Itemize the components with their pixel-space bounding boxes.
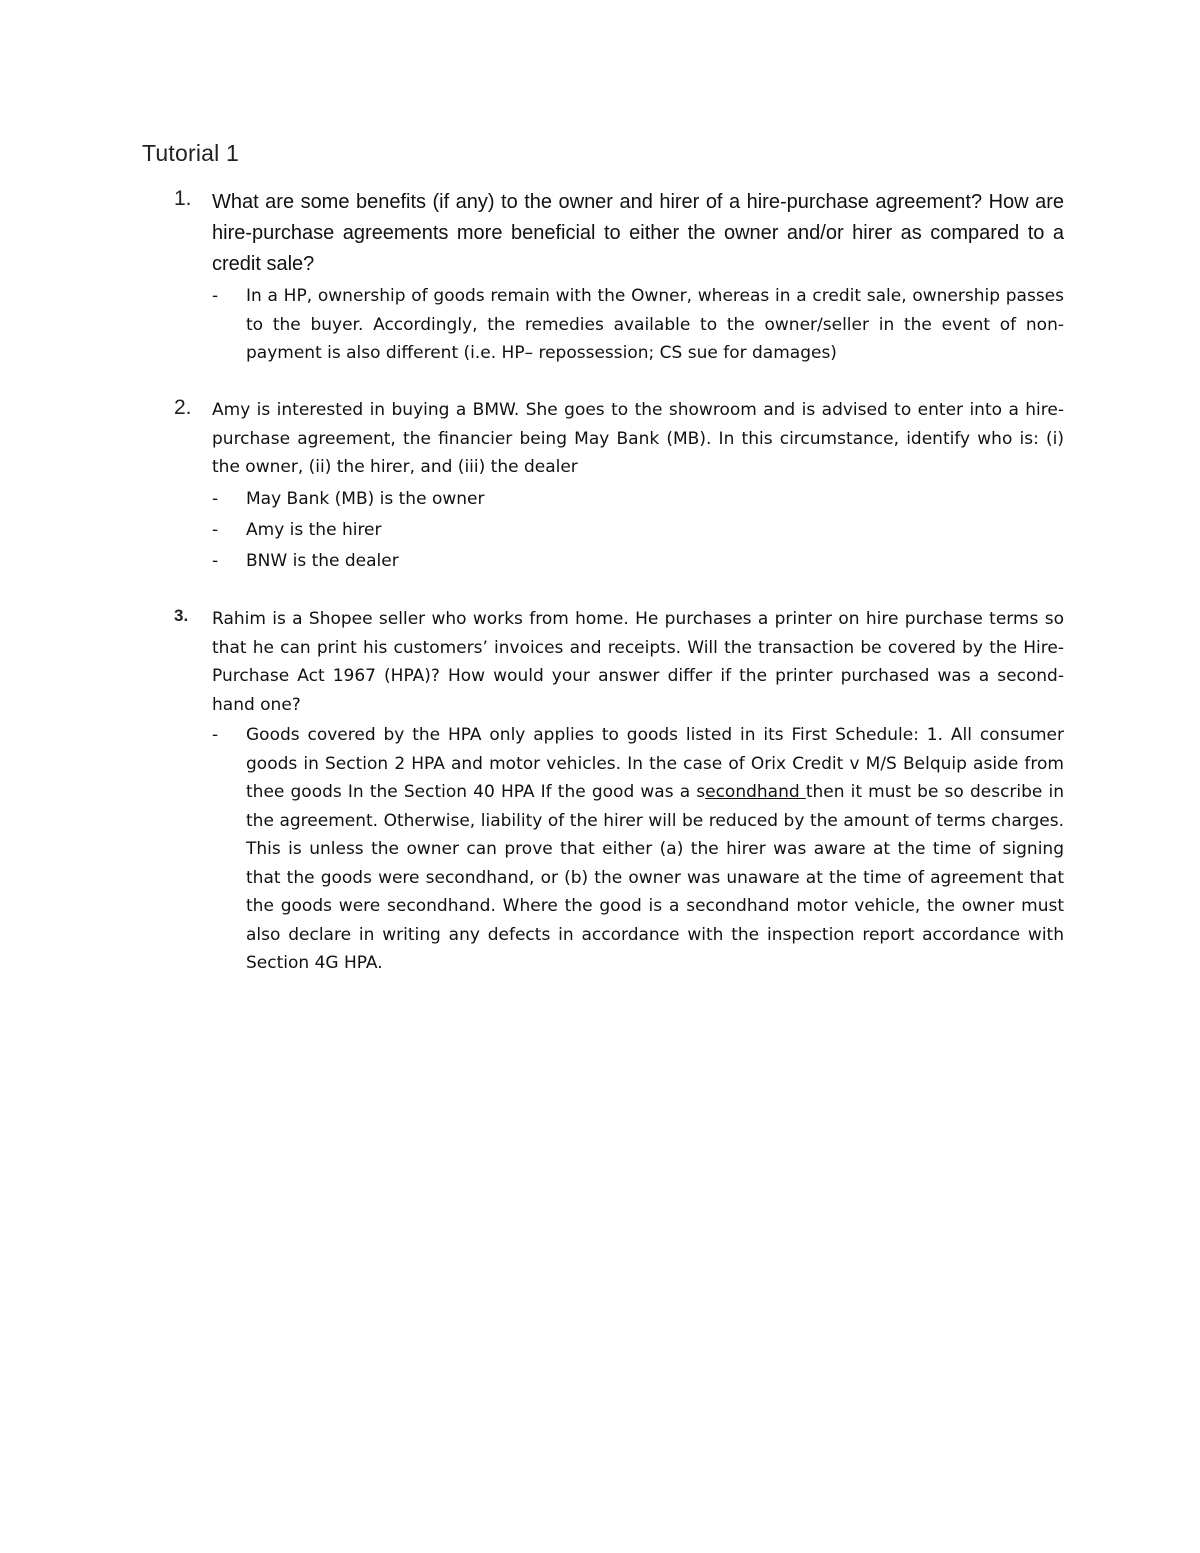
answer-text: Amy is the hirer [246,519,382,540]
question-1 [174,187,1064,368]
answer-item [212,721,1065,978]
answer-item [212,546,1064,577]
answer-item [212,484,1064,515]
question-number: 3. [174,606,189,625]
answer-item [212,282,1064,368]
answer-list [174,282,1064,368]
question-number: 2. [174,396,192,419]
answer-list [174,484,1064,577]
question-text: Rahim is a Shopee seller who works from home. He purchases a printer on hire purchase terms so that he can print his customers’ invoices and receipts. Will the transaction be covered by the Hire-Purchase Act 1967 (HPA)? How would your answer differ if the printer purchased was a second-hand one? [212,609,1064,715]
answer-text-underlined: econdhand [705,782,806,802]
question-number: 1. [174,187,192,210]
question-2 [174,396,1064,577]
question-3 [174,605,1064,978]
answer-text: BNW is the dealer [246,550,399,571]
dash-bullet: - [212,725,219,745]
answer-text: In a HP, ownership of goods remain with the Owner, whereas in a credit sale, ownership passes to the buyer. Accordingly, the remedies available to the owner/seller in the event of non-payment is also different (i.e. HP– repossession; CS sue for damages) [246,286,1064,363]
answer-text: May Bank (MB) is the owner [246,488,485,509]
document-title: Tutorial 1 [142,140,240,166]
dash-bullet: - [212,488,219,509]
answer-item [212,515,1064,546]
answer-list [174,721,1064,978]
question-text: Amy is interested in buying a BMW. She goes to the showroom and is advised to enter into a hire-purchase agreement, the financier being May Bank (MB). In this circumstance, identify who is: (i) the owner, (ii) the hirer, and (iii) the dealer [212,400,1064,477]
question-text: What are some benefits (if any) to the owner and hirer of a hire-purchase agreement? How are hire-purchase agreements more beneficial to either the owner and/or hirer as compared to a credit sale? [212,191,1064,275]
answer-text-start: Goods covered by the HPA only applies to goods listed in its First Schedule: 1. All consumer goods in Section 2 HPA and motor vehicles. In the case of Orix Credit v M/S Belquip aside from thee goods In the Section 40 HPA If the good was a s [246,725,1064,802]
dash-bullet: - [212,550,219,571]
dash-bullet: - [212,286,219,306]
dash-bullet: - [212,519,219,540]
answer-text-end: then it must be so describe in the agreement. Otherwise, liability of the hirer will be reduced by the amount of terms charges. This is unless the owner can prove that either (a) the hirer was aware at the time of signing that the goods were secondhand, or (b) the owner was unaware at the time of agreement that the goods were secondhand. Where the good is a secondhand motor vehicle, the owner must also declare in writing any defects in accordance with the inspection report accordance with Section 4G HPA. [246,782,1065,973]
